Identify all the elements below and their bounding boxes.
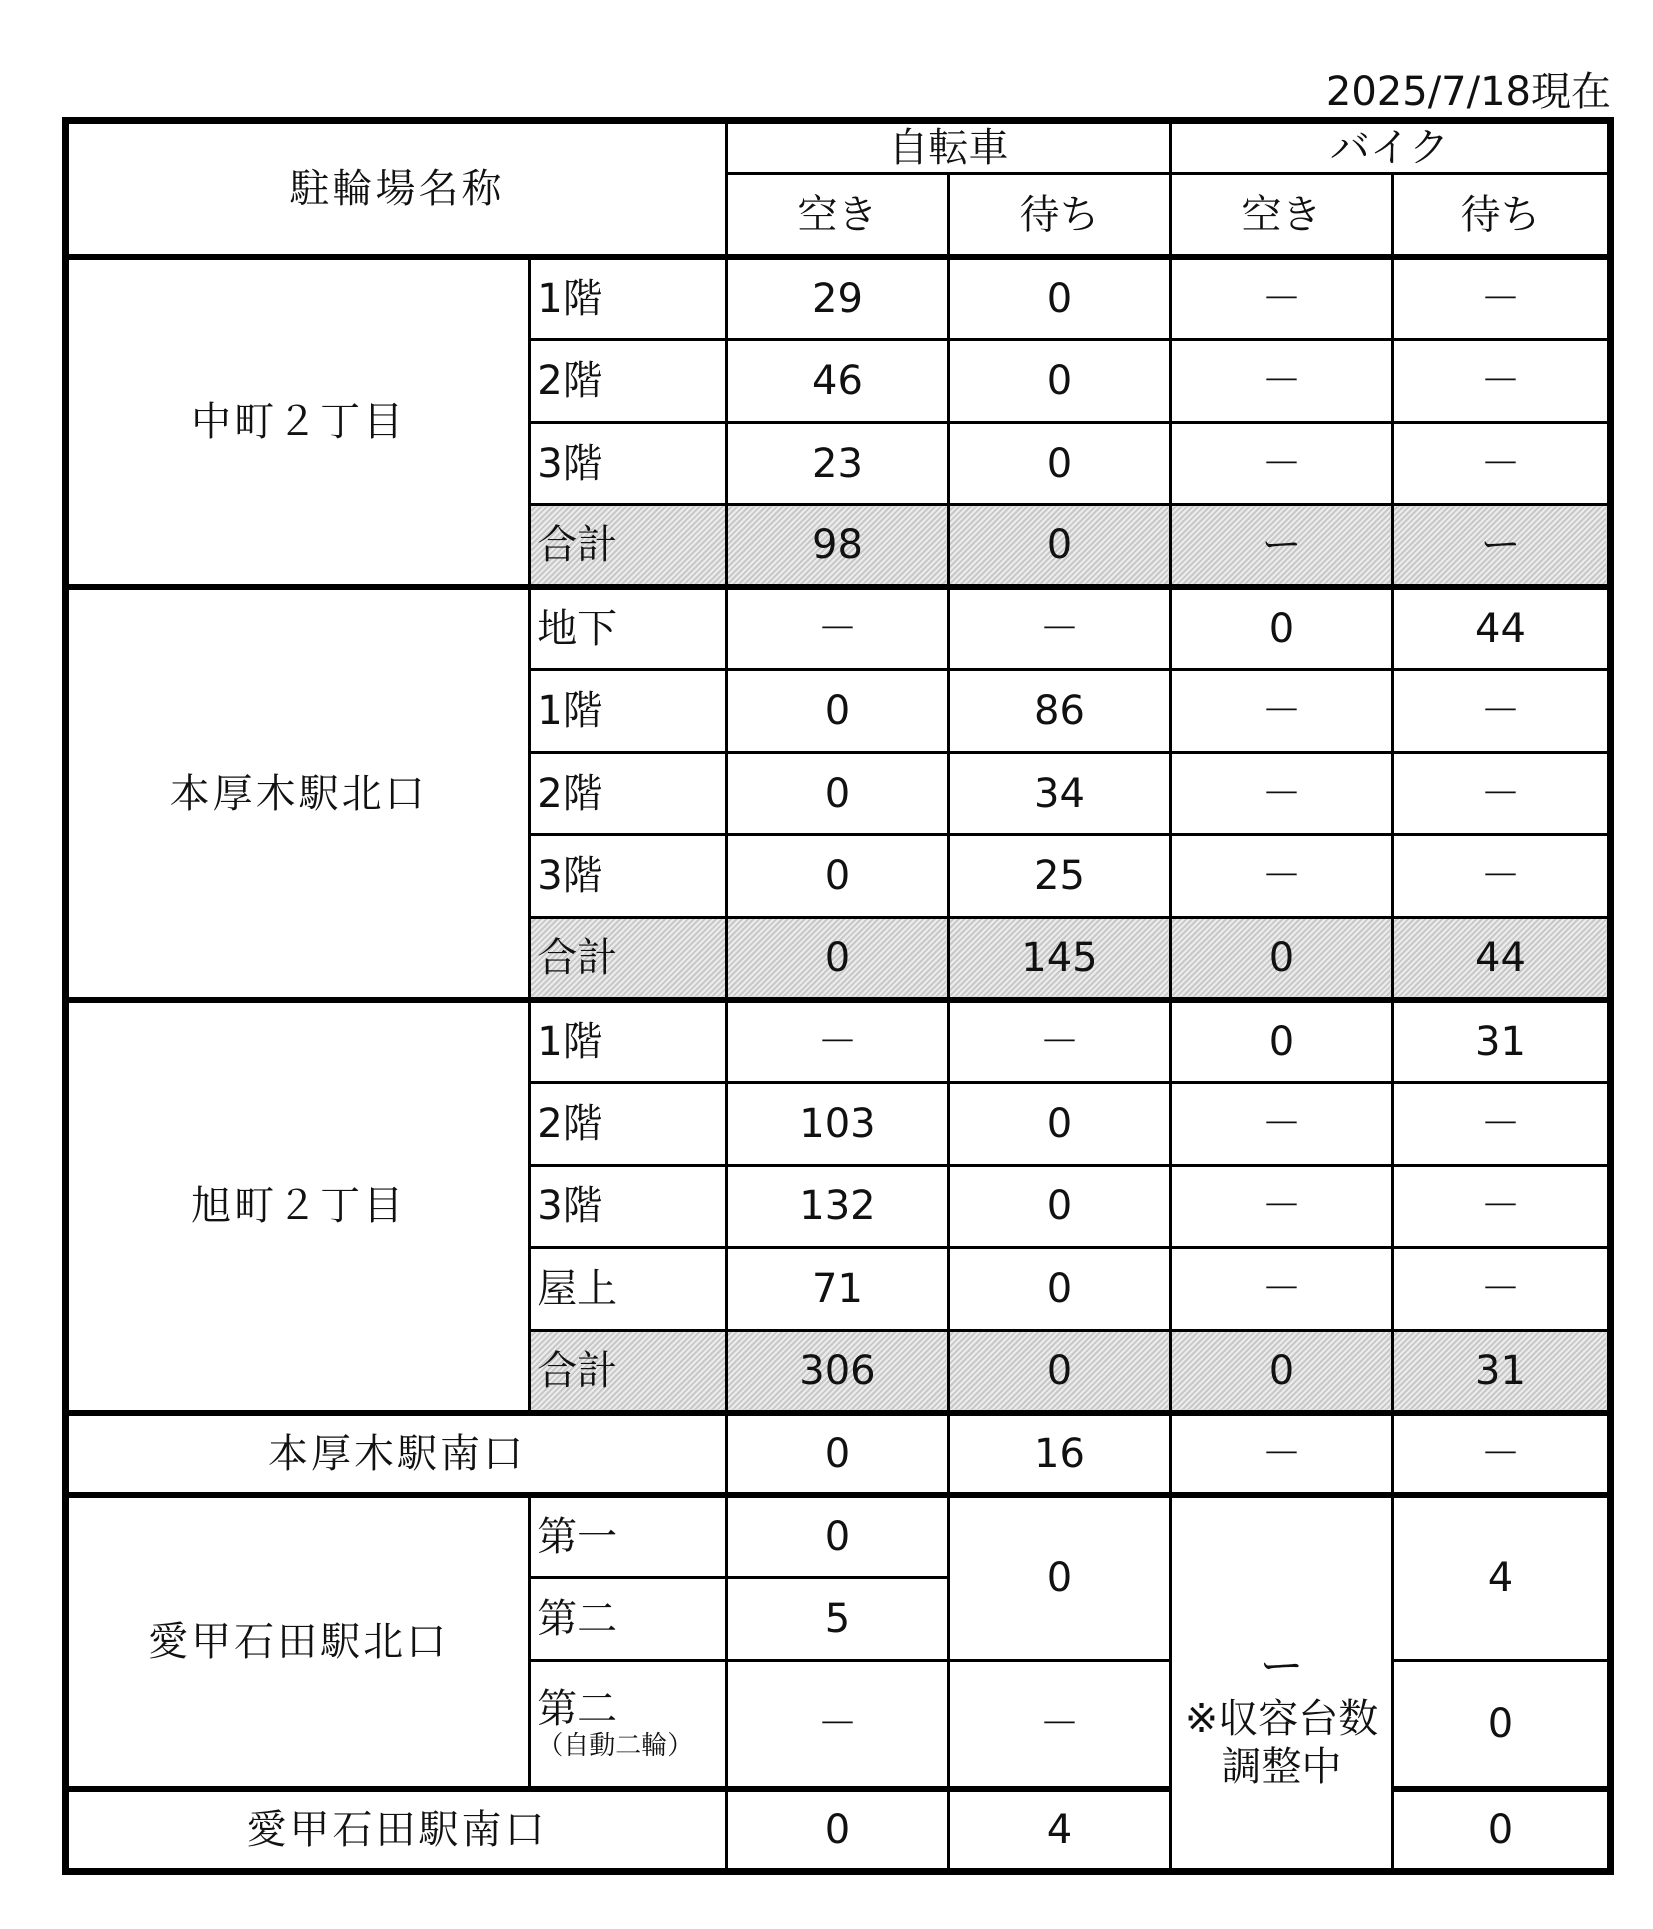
total-label: 合計 [530, 1330, 727, 1413]
floor-label: 3階 [530, 1165, 727, 1248]
bicycle-vacant: － [726, 1000, 948, 1083]
motorbike-waiting: － [1392, 257, 1610, 340]
motorbike-vacant: － [1170, 422, 1392, 505]
table-row [66, 1413, 1611, 1496]
bicycle-vacant: 0 [726, 1413, 948, 1496]
bicycle-vacant: 23 [726, 422, 948, 505]
motorbike-vacant: － [1170, 752, 1392, 835]
bicycle-vacant-total: 306 [726, 1330, 948, 1413]
motorbike-waiting: 31 [1392, 1000, 1610, 1083]
bicycle-waiting: 0 [948, 422, 1170, 505]
floor-label: 地下 [530, 587, 727, 670]
bicycle-waiting: 16 [948, 1413, 1170, 1496]
motorbike-waiting: 4 [1392, 1495, 1610, 1660]
total-label: 合計 [530, 505, 727, 588]
header-motorbike-vacant: 空き [1170, 174, 1392, 258]
bicycle-waiting: － [948, 1000, 1170, 1083]
bicycle-waiting: 0 [948, 340, 1170, 423]
bicycle-vacant-total: 98 [726, 505, 948, 588]
floor-label: 1階 [530, 1000, 727, 1083]
motorbike-vacant: － [1170, 670, 1392, 753]
motorbike-waiting: － [1392, 1165, 1610, 1248]
facility-aiko-north: 愛甲石田駅北口 [66, 1495, 530, 1789]
bicycle-vacant: 5 [726, 1578, 948, 1661]
total-label: 合計 [530, 917, 727, 1000]
bicycle-waiting: 4 [948, 1789, 1170, 1872]
bicycle-vacant: － [726, 1660, 948, 1789]
bicycle-waiting: 0 [948, 1165, 1170, 1248]
floor-label: 2階 [530, 1083, 727, 1166]
bicycle-waiting: 0 [948, 1248, 1170, 1331]
motorbike-waiting: － [1392, 340, 1610, 423]
floor-label: 2階 [530, 340, 727, 423]
motorbike-waiting-total: ー [1392, 505, 1610, 588]
header-bicycle-waiting: 待ち [948, 174, 1170, 258]
bicycle-waiting: 86 [948, 670, 1170, 753]
bicycle-vacant: 71 [726, 1248, 948, 1331]
parking-availability-table [62, 117, 1614, 1875]
motorbike-waiting: － [1392, 422, 1610, 505]
table-row [66, 257, 1611, 340]
bicycle-vacant: 0 [726, 670, 948, 753]
motorbike-waiting: － [1392, 1413, 1610, 1496]
facility-honatsugi-south: 本厚木駅南口 [66, 1413, 727, 1496]
bicycle-vacant: 29 [726, 257, 948, 340]
bicycle-waiting: 0 [948, 257, 1170, 340]
as-of-date: 2025/7/18現在 [1325, 69, 1611, 115]
floor-label: 1階 [530, 670, 727, 753]
motorbike-waiting: － [1392, 752, 1610, 835]
bicycle-vacant: 103 [726, 1083, 948, 1166]
capacity-adjustment-note: ※収容台数調整中 [1184, 1696, 1379, 1791]
bicycle-vacant: 132 [726, 1165, 948, 1248]
bicycle-waiting: 0 [948, 1495, 1170, 1660]
motorbike-vacant: 0 [1170, 1000, 1392, 1083]
lot-label-sub: （自動二輪） [537, 1731, 694, 1762]
bicycle-waiting-total: 0 [948, 1330, 1170, 1413]
motorbike-waiting-total: 31 [1392, 1330, 1610, 1413]
bicycle-waiting: 25 [948, 835, 1170, 918]
facility-nakacho: 中町２丁目 [66, 257, 530, 587]
header-motorbike-waiting: 待ち [1392, 174, 1610, 258]
motorbike-vacant: － [1170, 1413, 1392, 1496]
motorbike-vacant: － [1170, 1248, 1392, 1331]
lot-label [530, 1660, 727, 1789]
lot-label: 第一 [530, 1495, 727, 1578]
bicycle-vacant: － [726, 587, 948, 670]
motorbike-vacant-total: 0 [1170, 917, 1392, 1000]
note-dash: ー [1259, 1641, 1304, 1693]
motorbike-waiting: － [1392, 1083, 1610, 1166]
table-row [66, 587, 1611, 670]
motorbike-waiting-total: 44 [1392, 917, 1610, 1000]
floor-label: 3階 [530, 422, 727, 505]
motorbike-waiting: － [1392, 1248, 1610, 1331]
motorbike-waiting: 0 [1392, 1789, 1610, 1872]
motorbike-vacant: － [1170, 340, 1392, 423]
floor-label: 屋上 [530, 1248, 727, 1331]
motorbike-vacant-total: 0 [1170, 1330, 1392, 1413]
bicycle-vacant: 0 [726, 835, 948, 918]
lot-label-main: 第二 [537, 1686, 618, 1733]
table-row [66, 1495, 1611, 1578]
bicycle-vacant: 46 [726, 340, 948, 423]
motorbike-vacant-note [1170, 1495, 1392, 1871]
bicycle-waiting-total: 0 [948, 505, 1170, 588]
facility-asahicho: 旭町２丁目 [66, 1000, 530, 1413]
motorbike-vacant: － [1170, 1083, 1392, 1166]
floor-label: 1階 [530, 257, 727, 340]
bicycle-waiting: － [948, 1660, 1170, 1789]
motorbike-vacant: 0 [1170, 587, 1392, 670]
bicycle-vacant: 0 [726, 1495, 948, 1578]
bicycle-vacant-total: 0 [726, 917, 948, 1000]
table-row [66, 1000, 1611, 1083]
bicycle-vacant: 0 [726, 752, 948, 835]
motorbike-waiting: 44 [1392, 587, 1610, 670]
header-bicycle-vacant: 空き [726, 174, 948, 258]
bicycle-waiting-total: 145 [948, 917, 1170, 1000]
motorbike-vacant: － [1170, 257, 1392, 340]
motorbike-waiting: － [1392, 670, 1610, 753]
header-facility-name: 駐輪場名称 [66, 121, 727, 258]
bicycle-vacant: 0 [726, 1789, 948, 1872]
floor-label: 3階 [530, 835, 727, 918]
facility-honatsugi-north: 本厚木駅北口 [66, 587, 530, 1000]
motorbike-vacant: － [1170, 835, 1392, 918]
facility-aiko-south: 愛甲石田駅南口 [66, 1789, 727, 1872]
bicycle-waiting: 34 [948, 752, 1170, 835]
motorbike-waiting: 0 [1392, 1660, 1610, 1789]
motorbike-vacant-total: ー [1170, 505, 1392, 588]
bicycle-waiting: 0 [948, 1083, 1170, 1166]
header-bicycle: 自転車 [726, 121, 1170, 174]
motorbike-vacant: － [1170, 1165, 1392, 1248]
floor-label: 2階 [530, 752, 727, 835]
header-motorbike: バイク [1170, 121, 1610, 174]
lot-label: 第二 [530, 1578, 727, 1661]
motorbike-waiting: － [1392, 835, 1610, 918]
bicycle-waiting: － [948, 587, 1170, 670]
